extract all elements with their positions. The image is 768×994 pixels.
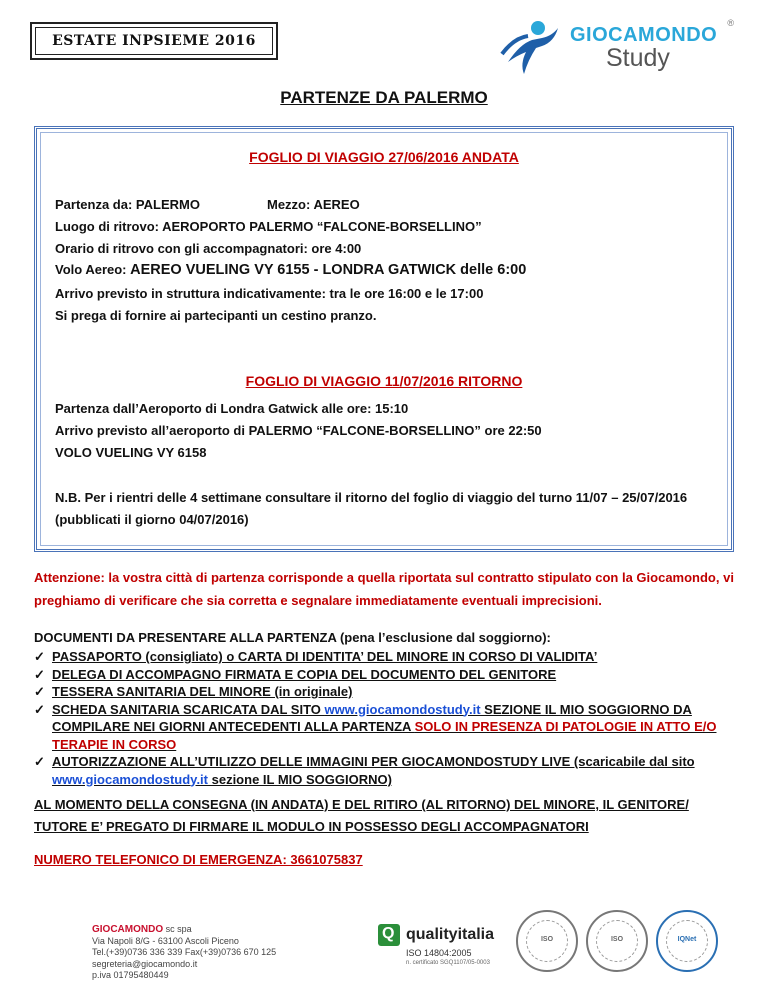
iqnet-seal-icon: IQNet [656, 910, 718, 972]
checkmark-icon: ✓ [34, 754, 45, 769]
logo-brand-text: GIOCAMONDO [570, 24, 718, 46]
checkmark-icon: ✓ [34, 649, 45, 664]
andata-partenza: Partenza da: PALERMO [55, 197, 200, 212]
quality-q-icon [378, 924, 400, 946]
giocamondo-study-logo [498, 14, 738, 78]
list-item: ✓ TESSERA SANITARIA DEL MINORE (in originale) [34, 684, 353, 699]
program-tag [30, 22, 278, 60]
runner-logo-icon [498, 14, 562, 78]
qualityitalia-logo: Q qualityitalia ISO 14804:2005 n. certificato SGQ1107/05-0003 [378, 918, 498, 980]
company-phone: Tel.(+39)0736 336 339 Fax(+39)0736 670 125 [92, 947, 277, 957]
ritorno-volo: VOLO VUELING VY 6158 [55, 445, 207, 460]
checkmark-icon: ✓ [34, 701, 45, 717]
list-item: ✓ AUTORIZZAZIONE ALL’UTILIZZO DELLE IMMAGINI PER GIOCAMONDOSTUDY LIVE (scaricabile dal sito www.giocamondostudy.it sezione IL MIO SOGGIORNO) [34, 754, 695, 787]
page-title: PARTENZE DA PALERMO [280, 88, 488, 107]
andata-luogo: Luogo di ritrovo: AEROPORTO PALERMO “FALCONE-BORSELLINO” [55, 219, 482, 234]
company-email: segreteria@giocamondo.it [92, 958, 198, 969]
andata-orario: Orario di ritrovo con gli accompagnatori: ore 4:00 [55, 241, 362, 256]
andata-arrivo: Arrivo previsto in struttura indicativamente: tra le ore 16:00 e le 17:00 [55, 286, 484, 301]
list-item: ✓ DELEGA DI ACCOMPAGNO FIRMATA E COPIA DEL DOCUMENTO DEL GENITORE [34, 666, 557, 682]
documents-list [34, 648, 734, 788]
registered-mark: ® [727, 18, 734, 28]
warning-note: Attenzione: la vostra città di partenza corrisponde a quella riportata sul contratto stipulato con la Giocamondo, vi preghiamo di verificare che sia corretta e segnalare immediatamente eventuali imprecisioni. [34, 570, 734, 608]
ritorno-title: FOGLIO DI VIAGGIO 11/07/2016 RITORNO [245, 373, 523, 389]
andata-title: FOGLIO DI VIAGGIO 27/06/2016 ANDATA [249, 149, 519, 165]
emergency-number: NUMERO TELEFONICO DI EMERGENZA: 3661075837 [34, 852, 363, 867]
company-vat: p.iva 01795480449 [92, 970, 169, 980]
andata-pranzo: Si prega di fornire ai partecipanti un cestino pranzo. [55, 308, 377, 323]
documents-heading: DOCUMENTI DA PRESENTARE ALLA PARTENZA (pena l’esclusione dal soggiorno): [34, 630, 551, 645]
checkmark-icon: ✓ [34, 666, 45, 682]
program-tag-text: ESTATE INPSIEME 2016 [52, 33, 256, 49]
ritorno-partenza: Partenza dall’Aeroporto di Londra Gatwick alle ore: 15:10 [55, 401, 409, 416]
andata-mezzo: Mezzo: AEREO [267, 197, 360, 212]
list-item: ✓ SCHEDA SANITARIA SCARICATA DAL SITO www.giocamondostudy.it SEZIONE IL MIO SOGGIORNO DA COMPILARE NEI GIORNI ANTECEDENTI ALLA PARTENZA SOLO IN PRESENZA DI PATOLOGIE IN ATTO E/O TERAPIE IN CORSO [34, 701, 717, 752]
andata-volo: AEREO VUELING VY 6155 - LONDRA GATWICK delle 6:00 [130, 262, 527, 278]
company-info: GIOCAMONDO sc spa Via Napoli 8/G - 63100 Ascoli Piceno Tel.(+39)0736 336 339 Fax(+39)0736 670 125 segreteria@giocamondo.it p.iva 01795480449 [92, 924, 277, 980]
company-name: GIOCAMONDO [92, 924, 164, 935]
andata-volo-label: Volo Aereo: [55, 262, 131, 277]
company-address: Via Napoli 8/G - 63100 Ascoli Piceno [92, 935, 239, 946]
certification-seal-icon: ISO [516, 910, 578, 972]
site-link[interactable]: www.giocamondostudy.it [324, 701, 481, 717]
certification-seal-icon: ISO [586, 910, 648, 972]
site-link[interactable]: www.giocamondostudy.it [52, 771, 208, 787]
list-item: ✓ PASSAPORTO (consigliato) o CARTA DI IDENTITA’ DEL MINORE IN CORSO DI VALIDITA’ [34, 649, 598, 664]
ritorno-nb: N.B. Per i rientri delle 4 settimane consultare il ritorno del foglio di viaggio del turno 11/07 – 25/07/2016 (pubblicati il giorno 04/07/2016) [55, 490, 688, 527]
ritorno-arrivo: Arrivo previsto all’aeroporto di PALERMO “FALCONE-BORSELLINO” ore 22:50 [55, 423, 542, 438]
travel-sheet-box [34, 126, 734, 552]
logo-sub-text: Study [606, 44, 670, 72]
checkmark-icon: ✓ [34, 684, 45, 699]
andata-volo-line [55, 262, 526, 278]
consegna-note: AL MOMENTO DELLA CONSEGNA (IN ANDATA) E DEL RITIRO (AL RITORNO) DEL MINORE, IL GENITORE/ TUTORE E’ PREGATO DI FIRMARE IL MODULO IN POSSESSO DEGLI ACCOMPAGNATORI [34, 797, 689, 834]
